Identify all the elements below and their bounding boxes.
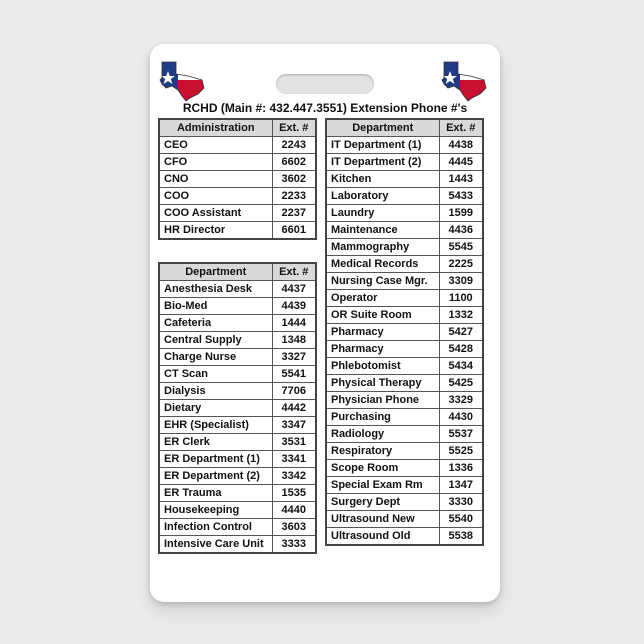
department-name: Laboratory (326, 188, 439, 205)
extension-number: 3603 (272, 519, 316, 536)
extension-number: 3602 (272, 171, 316, 188)
department-table-left (158, 262, 317, 554)
table-row (159, 281, 316, 298)
department-name: IT Department (1) (326, 137, 439, 154)
extension-number: 3333 (272, 536, 316, 554)
extension-number: 5433 (439, 188, 483, 205)
table-row (159, 417, 316, 434)
department-name: Mammography (326, 239, 439, 256)
extension-number: 5427 (439, 324, 483, 341)
department-name: Medical Records (326, 256, 439, 273)
administration-table (158, 118, 317, 240)
department-name: COO (159, 188, 272, 205)
department-name: Pharmacy (326, 341, 439, 358)
department-name: Cafeteria (159, 315, 272, 332)
table-row (326, 341, 483, 358)
extension-number: 5538 (439, 528, 483, 546)
table-row (159, 536, 316, 554)
department-name: EHR (Specialist) (159, 417, 272, 434)
column-header-department: Department (326, 119, 439, 137)
department-name: Phlebotomist (326, 358, 439, 375)
extension-number: 4439 (272, 298, 316, 315)
extension-number: 4430 (439, 409, 483, 426)
department-name: Surgery Dept (326, 494, 439, 511)
lanyard-slot (276, 74, 374, 94)
department-table-right (325, 118, 484, 546)
extension-number: 4440 (272, 502, 316, 519)
department-name: Housekeeping (159, 502, 272, 519)
department-name: Physician Phone (326, 392, 439, 409)
table-row (159, 434, 316, 451)
department-name: Ultrasound New (326, 511, 439, 528)
extension-number: 2233 (272, 188, 316, 205)
badge-card (150, 44, 500, 602)
department-name: Respiratory (326, 443, 439, 460)
extension-number: 2225 (439, 256, 483, 273)
extension-number: 3327 (272, 349, 316, 366)
extension-number: 6602 (272, 154, 316, 171)
extension-number: 3531 (272, 434, 316, 451)
extension-number: 5425 (439, 375, 483, 392)
table-row (326, 392, 483, 409)
department-name: Dietary (159, 400, 272, 417)
extension-number: 1336 (439, 460, 483, 477)
department-name: CFO (159, 154, 272, 171)
table-row (326, 460, 483, 477)
table-row (326, 443, 483, 460)
department-name: Special Exam Rm (326, 477, 439, 494)
department-name: ER Clerk (159, 434, 272, 451)
table-row (326, 273, 483, 290)
department-name: ER Trauma (159, 485, 272, 502)
extension-number: 3309 (439, 273, 483, 290)
department-name: Ultrasound Old (326, 528, 439, 546)
extension-number: 5540 (439, 511, 483, 528)
department-name: Bio-Med (159, 298, 272, 315)
department-name: COO Assistant (159, 205, 272, 222)
table-row (326, 154, 483, 171)
table-row (159, 222, 316, 240)
department-name: Laundry (326, 205, 439, 222)
extension-number: 1443 (439, 171, 483, 188)
table-row (159, 468, 316, 485)
extension-number: 4437 (272, 281, 316, 298)
column-header-ext: Ext. # (272, 119, 316, 137)
department-name: Kitchen (326, 171, 439, 188)
table-row (159, 315, 316, 332)
department-name: ER Department (2) (159, 468, 272, 485)
extension-number: 1535 (272, 485, 316, 502)
extension-number: 1599 (439, 205, 483, 222)
department-name: Radiology (326, 426, 439, 443)
table-row (326, 324, 483, 341)
table-row (326, 494, 483, 511)
column-header-department: Department (159, 263, 272, 281)
table-row (326, 188, 483, 205)
table-row (159, 349, 316, 366)
table-row (159, 137, 316, 154)
texas-flag-icon (440, 58, 490, 102)
extension-number: 2243 (272, 137, 316, 154)
table-row (159, 154, 316, 171)
department-name: Nursing Case Mgr. (326, 273, 439, 290)
table-row (326, 426, 483, 443)
extension-number: 4436 (439, 222, 483, 239)
extension-number: 1444 (272, 315, 316, 332)
department-name: Anesthesia Desk (159, 281, 272, 298)
table-row (159, 298, 316, 315)
table-row (326, 290, 483, 307)
table-row (159, 451, 316, 468)
table-row (159, 383, 316, 400)
department-name: IT Department (2) (326, 154, 439, 171)
table-row (159, 519, 316, 536)
table-row (326, 511, 483, 528)
table-row (326, 239, 483, 256)
table-row (159, 502, 316, 519)
column-header-ext: Ext. # (439, 119, 483, 137)
extension-number: 5434 (439, 358, 483, 375)
department-name: Charge Nurse (159, 349, 272, 366)
extension-number: 3329 (439, 392, 483, 409)
extension-number: 3341 (272, 451, 316, 468)
department-name: Operator (326, 290, 439, 307)
extension-number: 1332 (439, 307, 483, 324)
department-name: Dialysis (159, 383, 272, 400)
table-row (159, 485, 316, 502)
department-name: Scope Room (326, 460, 439, 477)
extension-number: 3342 (272, 468, 316, 485)
department-name: Infection Control (159, 519, 272, 536)
table-row (326, 171, 483, 188)
department-name: Intensive Care Unit (159, 536, 272, 554)
page-title: RCHD (Main #: 432.447.3551) Extension Phone #'s (182, 101, 468, 115)
department-name: ER Department (1) (159, 451, 272, 468)
extension-number: 5541 (272, 366, 316, 383)
department-name: OR Suite Room (326, 307, 439, 324)
extension-number: 1347 (439, 477, 483, 494)
table-row (326, 528, 483, 546)
table-row (326, 375, 483, 392)
department-name: HR Director (159, 222, 272, 240)
table-row (326, 222, 483, 239)
department-name: CEO (159, 137, 272, 154)
extension-number: 1348 (272, 332, 316, 349)
table-row (326, 205, 483, 222)
department-name: Central Supply (159, 332, 272, 349)
extension-number: 7706 (272, 383, 316, 400)
department-name: Physical Therapy (326, 375, 439, 392)
table-row (326, 409, 483, 426)
table-row (159, 332, 316, 349)
department-name: Purchasing (326, 409, 439, 426)
extension-number: 3347 (272, 417, 316, 434)
department-name: Pharmacy (326, 324, 439, 341)
table-row (326, 307, 483, 324)
table-row (326, 477, 483, 494)
table-row (159, 171, 316, 188)
extension-number: 6601 (272, 222, 316, 240)
column-header-administration: Administration (159, 119, 272, 137)
extension-number: 5545 (439, 239, 483, 256)
extension-number: 2237 (272, 205, 316, 222)
extension-number: 3330 (439, 494, 483, 511)
column-header-ext: Ext. # (272, 263, 316, 281)
extension-number: 1100 (439, 290, 483, 307)
extension-number: 4438 (439, 137, 483, 154)
table-row (159, 400, 316, 417)
table-row (159, 366, 316, 383)
table-row (326, 137, 483, 154)
table-row (159, 188, 316, 205)
table-row (326, 256, 483, 273)
extension-number: 5537 (439, 426, 483, 443)
extension-number: 4445 (439, 154, 483, 171)
texas-flag-icon (158, 58, 208, 102)
department-name: CT Scan (159, 366, 272, 383)
extension-number: 5525 (439, 443, 483, 460)
table-row (159, 205, 316, 222)
extension-number: 5428 (439, 341, 483, 358)
table-row (326, 358, 483, 375)
extension-number: 4442 (272, 400, 316, 417)
department-name: Maintenance (326, 222, 439, 239)
department-name: CNO (159, 171, 272, 188)
